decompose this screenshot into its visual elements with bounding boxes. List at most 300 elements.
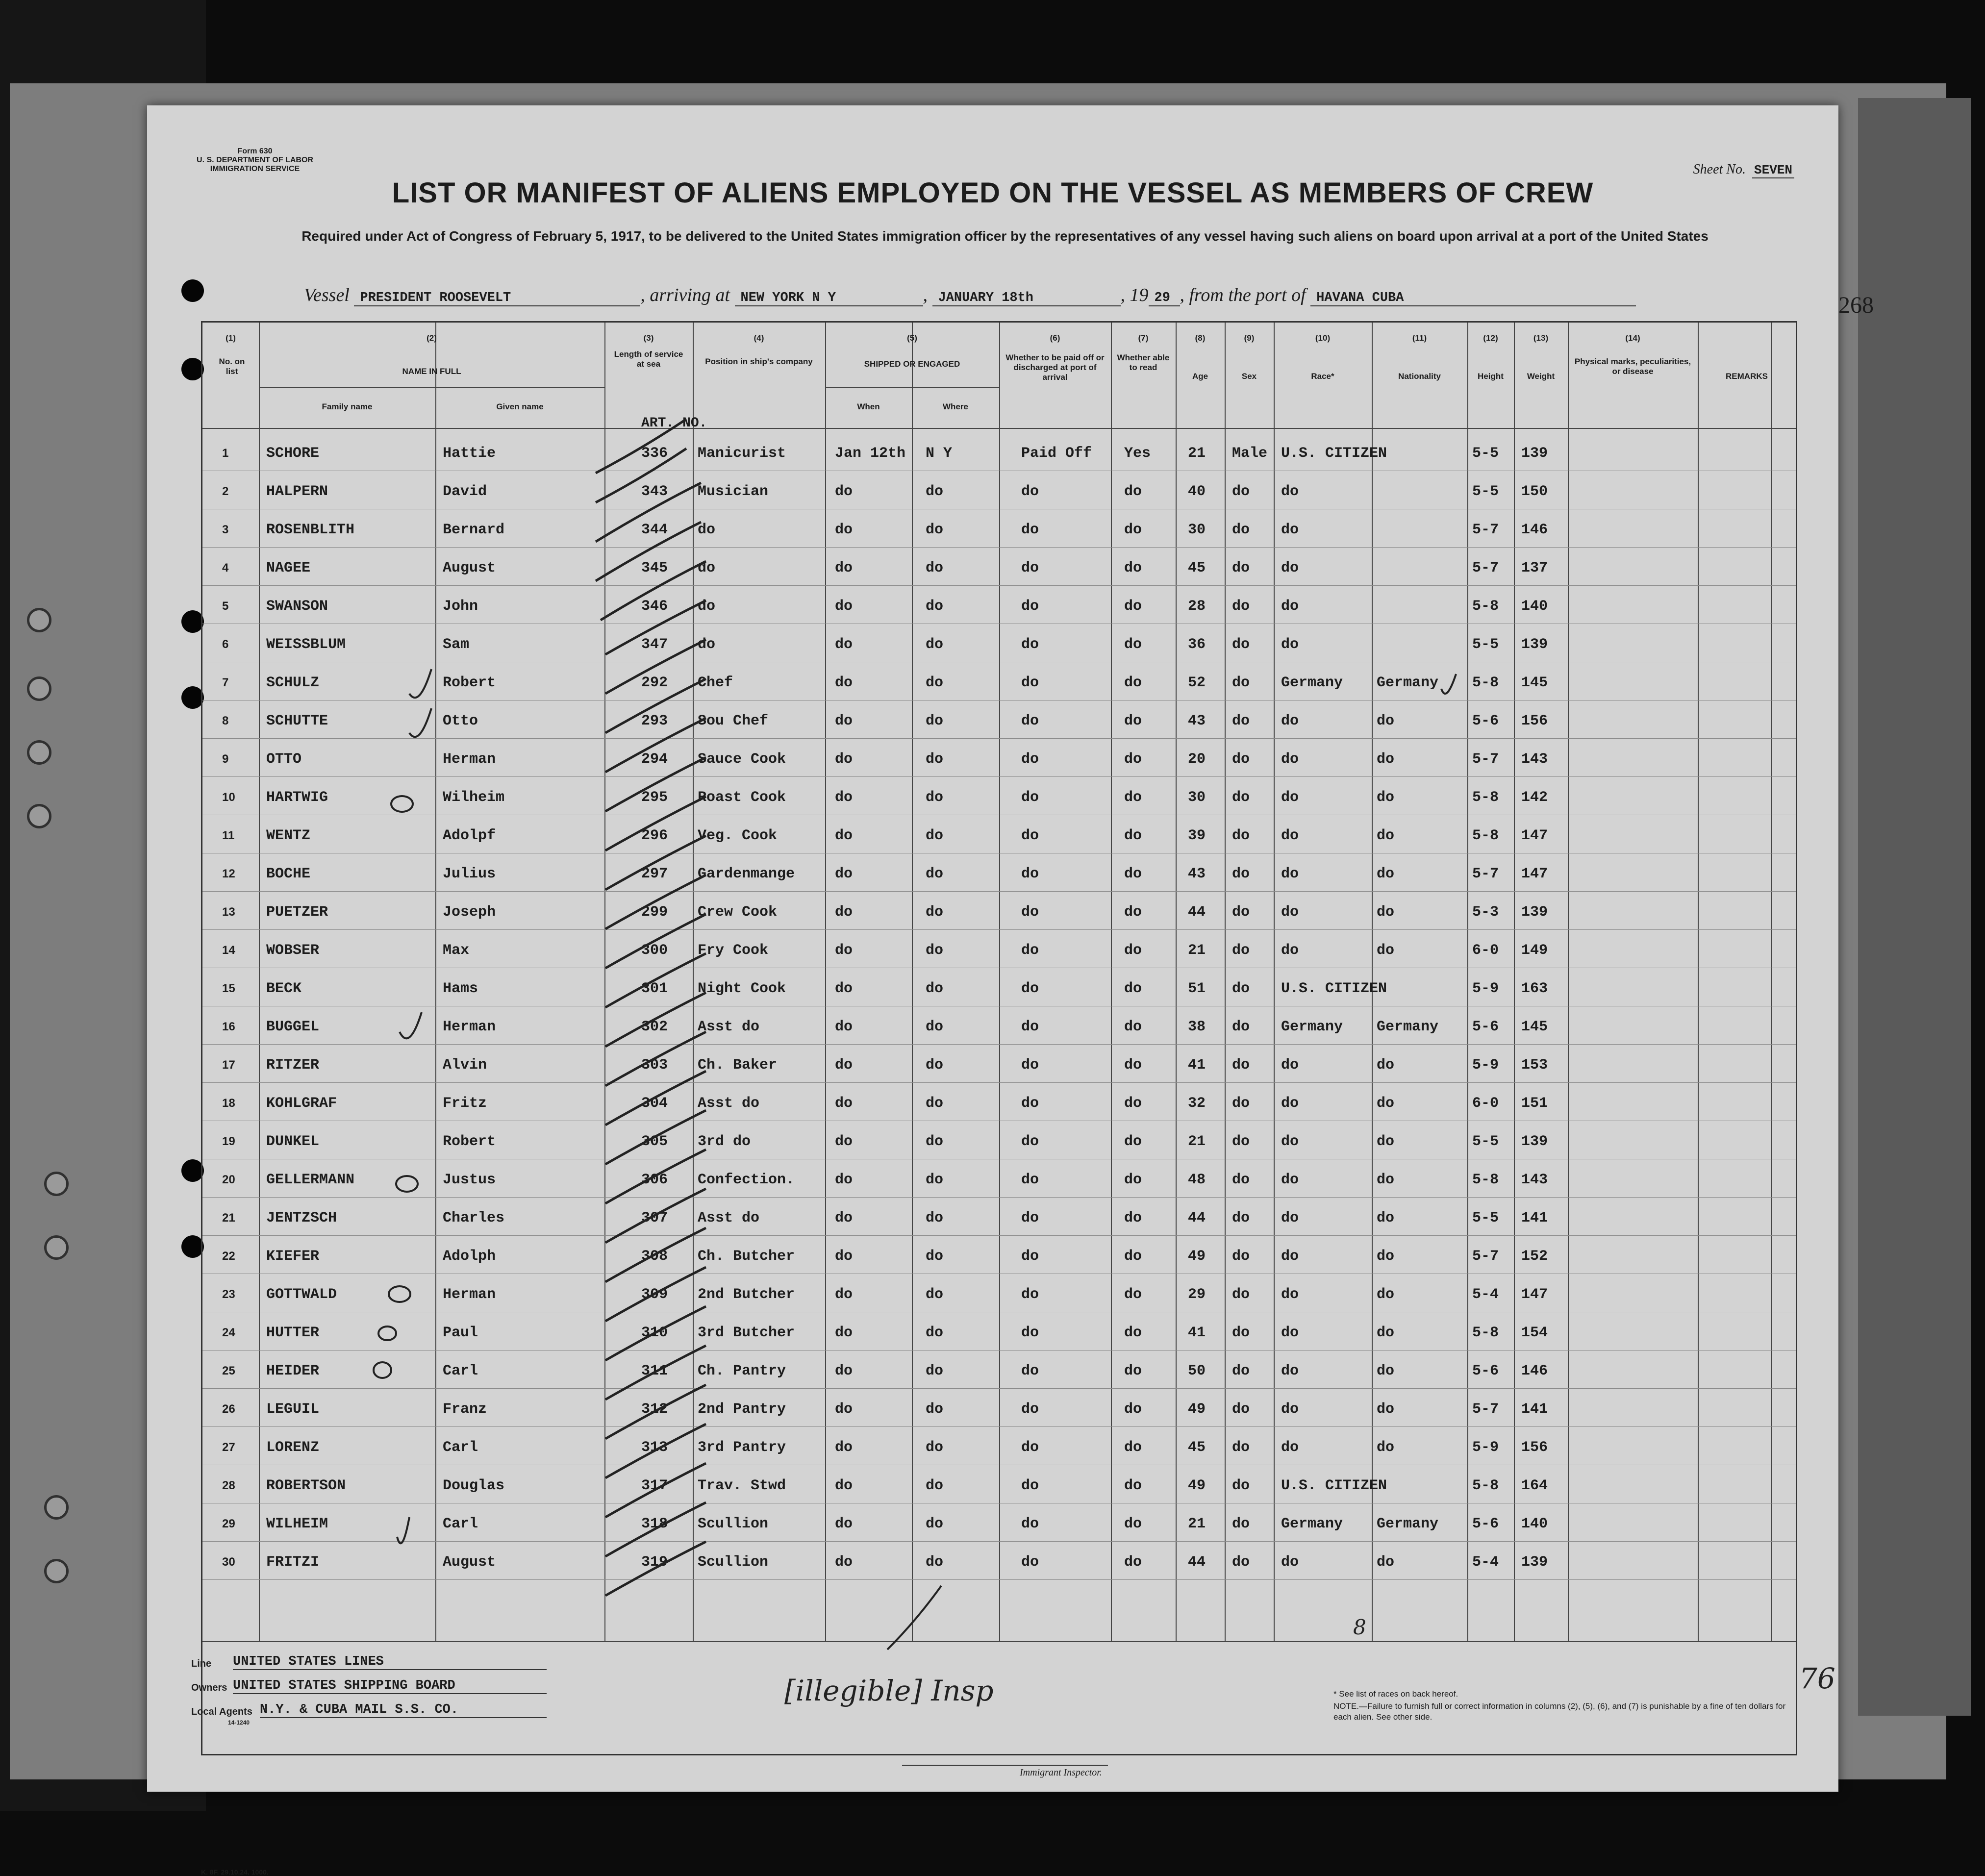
race-cell: U.S. CITIZEN — [1281, 1477, 1387, 1494]
header-given-name: Given name — [496, 402, 544, 411]
height-cell: 5-5 — [1472, 483, 1499, 500]
column-number: (7) — [1138, 333, 1149, 343]
paid-off-cell: do — [1021, 522, 1039, 538]
departure-port: HAVANA CUBA — [1310, 291, 1636, 306]
able-to-read-cell: do — [1124, 751, 1142, 768]
nationality-cell: do — [1377, 1401, 1395, 1418]
service-length-cell: 309 — [641, 1286, 668, 1303]
given-name-cell: Julius — [443, 866, 496, 882]
able-to-read-cell: do — [1124, 483, 1142, 500]
nationality-cell: do — [1377, 1286, 1395, 1303]
list-number-cell: 15 — [222, 982, 235, 995]
manifest-sheet — [147, 105, 1874, 1876]
paid-off-cell: do — [1021, 1133, 1039, 1150]
age-cell: 21 — [1188, 445, 1206, 462]
height-cell: 5-9 — [1472, 1439, 1499, 1456]
family-name-cell: BOCHE — [266, 866, 311, 882]
service-length-cell: 336 — [641, 445, 668, 462]
page-subtitle: Required under Act of Congress of February 5, 1917, to be delivered to the United States immigration officer by the representatives of any vessel having such aliens on board upon arrival at a port of the United States — [302, 228, 1709, 244]
position-cell: Manicurist — [698, 445, 786, 462]
nationality-cell: do — [1377, 789, 1395, 806]
weight-cell: 153 — [1521, 1057, 1548, 1074]
given-name-cell: Otto — [443, 713, 478, 729]
column-number: (11) — [1412, 333, 1427, 343]
header-where: Where — [943, 402, 968, 411]
sex-cell: do — [1232, 483, 1250, 500]
shipped-when-cell: do — [835, 675, 853, 691]
given-name-cell: Hams — [443, 980, 478, 997]
shipped-where-cell: do — [926, 866, 944, 882]
slash-mark — [596, 419, 686, 473]
sex-cell: do — [1232, 1325, 1250, 1341]
given-name-cell: Fritz — [443, 1095, 487, 1112]
height-cell: 5-3 — [1472, 904, 1499, 921]
family-name-cell: DUNKEL — [266, 1133, 320, 1150]
able-to-read-cell: do — [1124, 522, 1142, 538]
service-length-cell: 347 — [641, 636, 668, 653]
family-name-cell: WOBSER — [266, 942, 320, 959]
race-cell: do — [1281, 560, 1299, 576]
circle-mark — [389, 1286, 410, 1302]
height-cell: 5-8 — [1472, 1325, 1499, 1341]
arrival-date: JANUARY 18th — [932, 291, 1121, 306]
service-length-cell: 344 — [641, 522, 668, 538]
position-cell: Ch. Pantry — [698, 1363, 786, 1379]
age-cell: 21 — [1188, 942, 1206, 959]
line-label: Line — [191, 1658, 212, 1669]
service-length-cell: 319 — [641, 1554, 668, 1571]
sex-cell: do — [1232, 636, 1250, 653]
list-number-cell: 10 — [222, 791, 235, 804]
family-name-cell: JENTZSCH — [266, 1210, 337, 1226]
shipped-when-cell: Jan 12th — [835, 445, 906, 462]
header-physical-marks: Physical marks, peculiarities, or disease — [1574, 357, 1691, 376]
shipped-where-cell: do — [926, 751, 944, 768]
fine-note: NOTE.—Failure to furnish full or correct information in columns (2), (5), (6), and (7) is punishable by a fine of ten dollars for each alien. See other side. — [1333, 1701, 1786, 1722]
sex-cell: do — [1232, 1057, 1250, 1074]
shipped-where-cell: do — [926, 1477, 944, 1494]
sex-cell: do — [1232, 598, 1250, 615]
list-number-cell: 29 — [222, 1517, 235, 1530]
race-cell: do — [1281, 1172, 1299, 1188]
paid-off-cell: do — [1021, 942, 1039, 959]
nationality-cell: do — [1377, 942, 1395, 959]
shipped-when-cell: do — [835, 1286, 853, 1303]
sex-cell: do — [1232, 713, 1250, 729]
paid-off-cell: do — [1021, 1477, 1039, 1494]
shipped-where-cell: do — [926, 713, 944, 729]
column-number: (10) — [1315, 333, 1331, 343]
shipped-where-cell: do — [926, 1172, 944, 1188]
agents-code: 14-1240 — [228, 1719, 250, 1726]
art-no-label: ART. NO. — [641, 416, 707, 431]
weight-cell: 156 — [1521, 1439, 1548, 1456]
races-note: * See list of races on back hereof. — [1333, 1689, 1458, 1699]
weight-cell: 143 — [1521, 751, 1548, 768]
paid-off-cell: do — [1021, 827, 1039, 844]
shipped-where-cell: do — [926, 980, 944, 997]
sex-cell: do — [1232, 866, 1250, 882]
race-cell: do — [1281, 866, 1299, 882]
position-cell: Trav. Stwd — [698, 1477, 786, 1494]
paid-off-cell: do — [1021, 1439, 1039, 1456]
header-age: Age — [1192, 372, 1208, 381]
age-cell: 45 — [1188, 560, 1206, 576]
nationality-cell: do — [1377, 1095, 1395, 1112]
service-length-cell: 299 — [641, 904, 668, 921]
shipped-where-cell: do — [926, 1248, 944, 1265]
weight-cell: 139 — [1521, 1554, 1548, 1571]
able-to-read-cell: do — [1124, 1439, 1142, 1456]
able-to-read-cell: do — [1124, 1286, 1142, 1303]
age-cell: 43 — [1188, 866, 1206, 882]
weight-cell: 147 — [1521, 1286, 1548, 1303]
family-name-cell: RITZER — [266, 1057, 320, 1074]
binder-hole — [44, 1172, 69, 1196]
paid-off-cell: do — [1021, 1401, 1039, 1418]
column-number: (12) — [1483, 333, 1498, 343]
family-name-cell: KOHLGRAF — [266, 1095, 337, 1112]
service-length-cell: 300 — [641, 942, 668, 959]
race-cell: do — [1281, 1248, 1299, 1265]
race-cell: U.S. CITIZEN — [1281, 445, 1387, 462]
family-name-cell: LORENZ — [266, 1439, 320, 1456]
shipped-when-cell: do — [835, 866, 853, 882]
shipped-where-cell: do — [926, 1325, 944, 1341]
age-cell: 36 — [1188, 636, 1206, 653]
list-number-cell: 18 — [222, 1097, 235, 1110]
weight-cell: 147 — [1521, 827, 1548, 844]
given-name-cell: Wilheim — [443, 789, 505, 806]
age-cell: 41 — [1188, 1057, 1206, 1074]
column-number: (1) — [226, 333, 236, 343]
list-number-cell: 16 — [222, 1020, 235, 1033]
sex-cell: do — [1232, 1095, 1250, 1112]
service-length-cell: 312 — [641, 1401, 668, 1418]
given-name-cell: August — [443, 560, 496, 576]
given-name-cell: Herman — [443, 1286, 496, 1303]
list-number-cell: 30 — [222, 1555, 235, 1569]
weight-cell: 145 — [1521, 1019, 1548, 1035]
binder-hole — [44, 1559, 69, 1583]
sex-cell: do — [1232, 751, 1250, 768]
shipped-when-cell: do — [835, 789, 853, 806]
age-cell: 49 — [1188, 1248, 1206, 1265]
height-cell: 5-8 — [1472, 675, 1499, 691]
nationality-cell: do — [1377, 713, 1395, 729]
service-length-cell: 294 — [641, 751, 668, 768]
age-cell: 44 — [1188, 904, 1206, 921]
able-to-read-cell: do — [1124, 1095, 1142, 1112]
able-to-read-cell: do — [1124, 1057, 1142, 1074]
race-cell: do — [1281, 904, 1299, 921]
given-name-cell: Carl — [443, 1439, 478, 1456]
position-cell: 2nd Butcher — [698, 1286, 795, 1303]
shipped-where-cell: do — [926, 1439, 944, 1456]
position-cell: Sou Chef — [698, 713, 769, 729]
height-cell: 5-7 — [1472, 1401, 1499, 1418]
service-length-cell: 317 — [641, 1477, 668, 1494]
service-length-cell: 302 — [641, 1019, 668, 1035]
nationality-cell: do — [1377, 904, 1395, 921]
shipped-where-cell: do — [926, 1401, 944, 1418]
family-name-cell: LEGUIL — [266, 1401, 320, 1418]
able-to-read-cell: do — [1124, 866, 1142, 882]
service-length-cell: 292 — [641, 675, 668, 691]
race-cell: do — [1281, 636, 1299, 653]
sex-cell: do — [1232, 980, 1250, 997]
list-number-cell: 4 — [222, 561, 229, 575]
list-number-cell: 6 — [222, 638, 229, 651]
header-shipped-or-engaged: SHIPPED OR ENGAGED — [864, 359, 960, 369]
line-value: UNITED STATES LINES — [233, 1654, 547, 1670]
header-weight: Weight — [1527, 372, 1555, 381]
shipped-when-cell: do — [835, 1210, 853, 1226]
check-mark — [397, 1517, 409, 1543]
sex-cell: do — [1232, 1554, 1250, 1571]
shipped-when-cell: do — [835, 1133, 853, 1150]
service-length-cell: 307 — [641, 1210, 668, 1226]
list-number-cell: 26 — [222, 1402, 235, 1416]
service-length-cell: 296 — [641, 827, 668, 844]
age-cell: 21 — [1188, 1516, 1206, 1532]
service-length-cell: 345 — [641, 560, 668, 576]
given-name-cell: Robert — [443, 1133, 496, 1150]
able-to-read-cell: do — [1124, 1019, 1142, 1035]
shipped-when-cell: do — [835, 980, 853, 997]
position-cell: Sauce Cook — [698, 751, 786, 768]
nationality-cell: do — [1377, 751, 1395, 768]
shipped-where-cell: do — [926, 1516, 944, 1532]
race-cell: do — [1281, 827, 1299, 844]
header-remarks: REMARKS — [1726, 372, 1768, 381]
paid-off-cell: do — [1021, 483, 1039, 500]
list-number-cell: 9 — [222, 752, 229, 766]
family-name-cell: SCHORE — [266, 445, 320, 462]
arrival-year: 29 — [1149, 291, 1180, 306]
shipped-where-cell: do — [926, 1554, 944, 1571]
able-to-read-cell: do — [1124, 827, 1142, 844]
family-name-cell: ROSENBLITH — [266, 522, 355, 538]
binder-hole — [44, 1235, 69, 1260]
paid-off-cell: do — [1021, 1554, 1039, 1571]
position-cell: do — [698, 522, 716, 538]
race-cell: do — [1281, 751, 1299, 768]
header-race: Race* — [1311, 372, 1334, 381]
position-cell: do — [698, 636, 716, 653]
list-number-cell: 17 — [222, 1058, 235, 1072]
adjacent-page-edge — [1858, 98, 1971, 1716]
arriving-label: arriving at — [650, 285, 730, 305]
shipped-when-cell: do — [835, 1095, 853, 1112]
weight-cell: 140 — [1521, 1516, 1548, 1532]
family-name-cell: SCHUTTE — [266, 713, 328, 729]
header-length-of-service: Length of service at sea — [614, 350, 683, 369]
shipped-where-cell: do — [926, 942, 944, 959]
shipped-when-cell: do — [835, 904, 853, 921]
shipped-when-cell: do — [835, 1248, 853, 1265]
age-cell: 21 — [1188, 1133, 1206, 1150]
able-to-read-cell: do — [1124, 713, 1142, 729]
shipped-where-cell: do — [926, 636, 944, 653]
check-mark — [400, 1012, 422, 1038]
service-length-cell: 308 — [641, 1248, 668, 1265]
weight-cell: 143 — [1521, 1172, 1548, 1188]
list-number-cell: 3 — [222, 523, 229, 536]
height-cell: 5-6 — [1472, 1019, 1499, 1035]
height-cell: 5-6 — [1472, 1363, 1499, 1379]
column-number: (3) — [643, 333, 654, 343]
weight-cell: 152 — [1521, 1248, 1548, 1265]
agents-label: Local Agents — [191, 1706, 252, 1717]
sex-cell: do — [1232, 904, 1250, 921]
sex-cell: do — [1232, 789, 1250, 806]
position-cell: Asst do — [698, 1095, 760, 1112]
weight-cell: 142 — [1521, 789, 1548, 806]
shipped-when-cell: do — [835, 636, 853, 653]
weight-cell: 164 — [1521, 1477, 1548, 1494]
height-cell: 5-9 — [1472, 1057, 1499, 1074]
paid-off-cell: do — [1021, 1172, 1039, 1188]
shipped-where-cell: do — [926, 1095, 944, 1112]
given-name-cell: Adolpf — [443, 827, 496, 844]
height-cell: 5-8 — [1472, 1477, 1499, 1494]
shipped-when-cell: do — [835, 827, 853, 844]
able-to-read-cell: do — [1124, 904, 1142, 921]
form-number: Form 630 — [237, 147, 273, 155]
able-to-read-cell: do — [1124, 1172, 1142, 1188]
service-length-cell: 301 — [641, 980, 668, 997]
height-cell: 5-7 — [1472, 866, 1499, 882]
given-name-cell: Herman — [443, 1019, 496, 1035]
list-number-cell: 24 — [222, 1326, 235, 1339]
race-cell: do — [1281, 1133, 1299, 1150]
paid-off-cell: Paid Off — [1021, 445, 1092, 462]
age-cell: 49 — [1188, 1477, 1206, 1494]
nationality-cell: do — [1377, 866, 1395, 882]
service-length-cell: 313 — [641, 1439, 668, 1456]
paid-off-cell: do — [1021, 751, 1039, 768]
shipped-when-cell: do — [835, 560, 853, 576]
sex-cell: do — [1232, 1248, 1250, 1265]
given-name-cell: Hattie — [443, 445, 496, 462]
given-name-cell: Carl — [443, 1363, 478, 1379]
paid-off-cell: do — [1021, 1210, 1039, 1226]
shipped-where-cell: do — [926, 1286, 944, 1303]
service-length-cell: 310 — [641, 1325, 668, 1341]
shipped-when-cell: do — [835, 1172, 853, 1188]
list-number-cell: 12 — [222, 867, 235, 880]
family-name-cell: HEIDER — [266, 1363, 320, 1379]
column-number: (5) — [907, 333, 917, 343]
print-code: K. 8F. 29.10.24. 1000. — [201, 1868, 269, 1876]
list-number-cell: 19 — [222, 1135, 235, 1148]
given-name-cell: Bernard — [443, 522, 505, 538]
given-name-cell: Herman — [443, 751, 496, 768]
header-family-name: Family name — [322, 402, 373, 411]
weight-cell: 150 — [1521, 483, 1548, 500]
header-sex: Sex — [1241, 372, 1257, 381]
race-cell: do — [1281, 942, 1299, 959]
nationality-cell: do — [1377, 1057, 1395, 1074]
shipped-when-cell: do — [835, 942, 853, 959]
height-cell: 5-5 — [1472, 1133, 1499, 1150]
height-cell: 5-8 — [1472, 1172, 1499, 1188]
sex-cell: do — [1232, 1439, 1250, 1456]
race-cell: do — [1281, 1210, 1299, 1226]
shipped-where-cell: do — [926, 1210, 944, 1226]
nationality-cell: do — [1377, 1133, 1395, 1150]
sheet-number-value: SEVEN — [1752, 163, 1794, 178]
weight-cell: 145 — [1521, 675, 1548, 691]
position-cell: Confection. — [698, 1172, 795, 1188]
slash-mark — [887, 1586, 941, 1650]
given-name-cell: Joseph — [443, 904, 496, 921]
height-cell: 5-7 — [1472, 522, 1499, 538]
binder-hole — [27, 804, 51, 828]
race-cell: do — [1281, 1325, 1299, 1341]
sex-cell: do — [1232, 942, 1250, 959]
sex-cell: do — [1232, 1516, 1250, 1532]
service-length-cell: 306 — [641, 1172, 668, 1188]
header-nationality: Nationality — [1398, 372, 1441, 381]
handwritten-tally: 76 — [1799, 1662, 1835, 1695]
weight-cell: 149 — [1521, 942, 1548, 959]
slash-mark — [605, 1542, 706, 1596]
race-cell: do — [1281, 789, 1299, 806]
family-name-cell: FRITZI — [266, 1554, 320, 1571]
shipped-where-cell: do — [926, 1133, 944, 1150]
circle-mark — [378, 1326, 396, 1340]
check-mark — [409, 708, 431, 737]
paid-off-cell: do — [1021, 713, 1039, 729]
paid-off-cell: do — [1021, 980, 1039, 997]
family-name-cell: HALPERN — [266, 483, 328, 500]
sex-cell: do — [1232, 522, 1250, 538]
family-name-cell: BUGGEL — [266, 1019, 320, 1035]
able-to-read-cell: do — [1124, 1248, 1142, 1265]
shipped-when-cell: do — [835, 713, 853, 729]
age-cell: 38 — [1188, 1019, 1206, 1035]
list-number-cell: 1 — [222, 447, 229, 460]
list-number-cell: 2 — [222, 485, 229, 498]
list-number-cell: 21 — [222, 1211, 235, 1225]
shipped-where-cell: do — [926, 598, 944, 615]
height-cell: 5-9 — [1472, 980, 1499, 997]
height-cell: 5-6 — [1472, 1516, 1499, 1532]
given-name-cell: Charles — [443, 1210, 505, 1226]
family-name-cell: SWANSON — [266, 598, 328, 615]
nationality-cell: do — [1377, 1554, 1395, 1571]
column-number: (2) — [427, 333, 437, 343]
family-name-cell: GOTTWALD — [266, 1286, 337, 1303]
race-cell: do — [1281, 1401, 1299, 1418]
binder-hole — [27, 676, 51, 701]
shipped-when-cell: do — [835, 751, 853, 768]
column-number: (4) — [754, 333, 764, 343]
family-name-cell: OTTO — [266, 751, 302, 768]
column-number: (8) — [1195, 333, 1206, 343]
position-cell: Veg. Cook — [698, 827, 778, 844]
height-cell: 5-8 — [1472, 789, 1499, 806]
shipped-when-cell: do — [835, 598, 853, 615]
able-to-read-cell: do — [1124, 1554, 1142, 1571]
able-to-read-cell: do — [1124, 980, 1142, 997]
service-length-cell: 297 — [641, 866, 668, 882]
inspector-signature: [illegible] Insp — [784, 1674, 994, 1707]
weight-cell: 141 — [1521, 1401, 1548, 1418]
list-number-cell: 22 — [222, 1250, 235, 1263]
